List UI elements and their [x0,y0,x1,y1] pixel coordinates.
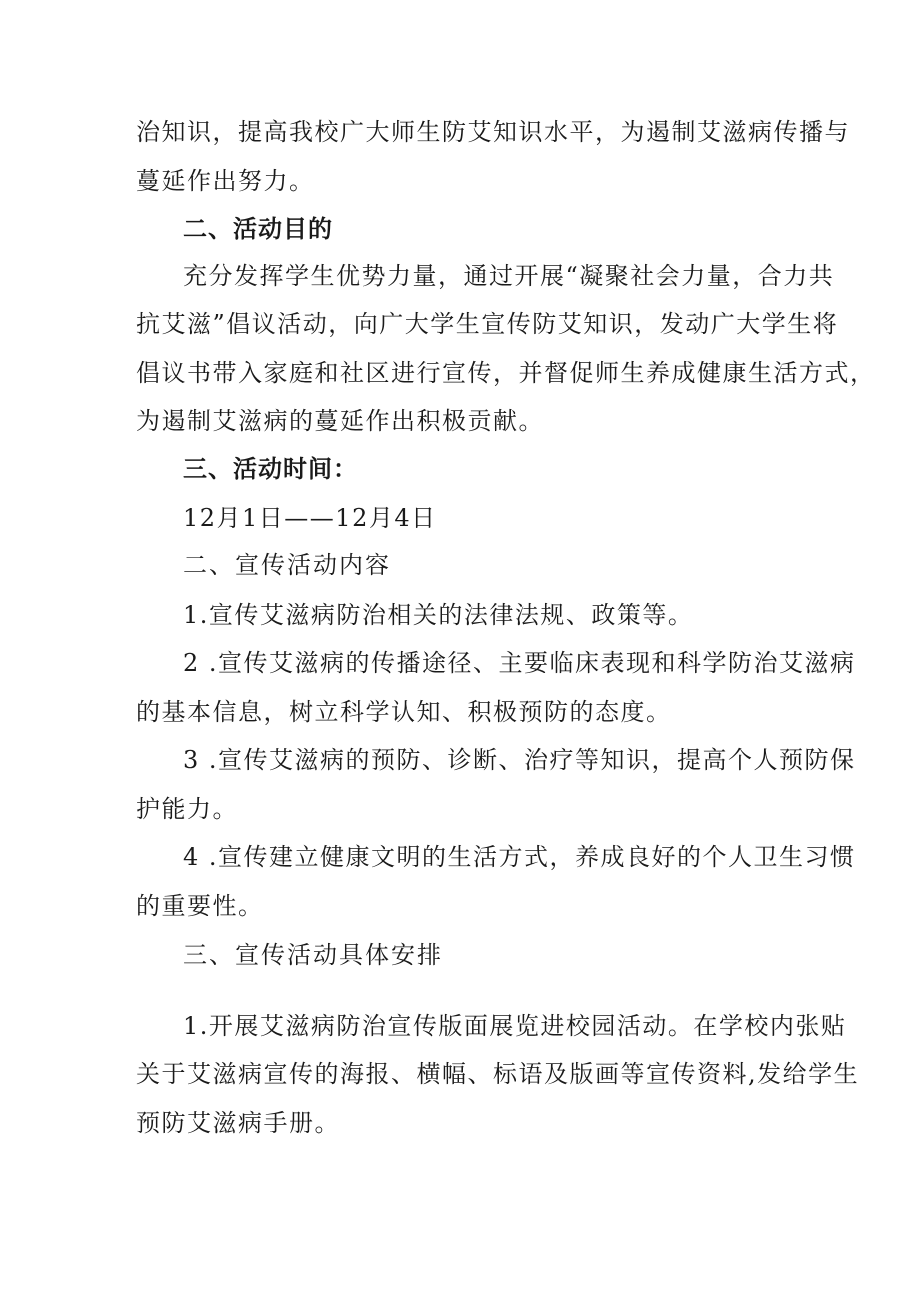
content-item-2: 2 .宣传艾滋病的传播途径、主要临床表现和科学防治艾滋病 [183,649,856,677]
content-item-4: 4 .宣传建立健康文明的生活方式，养成良好的个人卫生习惯 [183,843,856,871]
arrangement-heading: 三、宣传活动具体安排 [183,941,443,969]
content-item-4-cont: 的重要性。 [136,892,264,920]
purpose-line: 倡议书带入家庭和社区进行宣传，并督促师生养成健康生活方式， [136,359,876,387]
content-item-2-cont: 的基本信息，树立科学认知、积极预防的态度。 [136,698,672,726]
arrangement-item-1: 1.开展艾滋病防治宣传版面展览进校园活动。在学校内张贴 [183,1012,847,1040]
content-item-1: 1.宣传艾滋病防治相关的法律法规、政策等。 [183,601,694,629]
content-heading: 二、宣传活动内容 [183,551,391,579]
content-item-3: 3 .宣传艾滋病的预防、诊断、治疗等知识，提高个人预防保 [183,746,856,774]
time-range: 12月1日——12月4日 [183,504,437,532]
intro-line: 蔓延作出努力。 [136,167,315,195]
intro-line: 治知识，提高我校广大师生防艾知识水平，为遏制艾滋病传播与 [136,118,850,146]
section-heading-purpose: 二、活动目的 [183,215,333,243]
section-heading-time: 三、活动时间： [183,455,358,483]
purpose-line: 充分发挥学生优势力量，通过开展“凝聚社会力量，合力共 [183,262,835,290]
content-item-3-cont: 护能力。 [136,795,238,823]
purpose-line: 抗艾滋”倡议活动，向广大学生宣传防艾知识，发动广大学生将 [136,310,839,338]
arrangement-item-1-cont: 预防艾滋病手册。 [136,1109,340,1137]
arrangement-item-1-cont: 关于艾滋病宣传的海报、横幅、标语及版画等宣传资料,发给学生 [136,1060,860,1088]
purpose-line: 为遏制艾滋病的蔓延作出积极贡献。 [136,407,544,435]
